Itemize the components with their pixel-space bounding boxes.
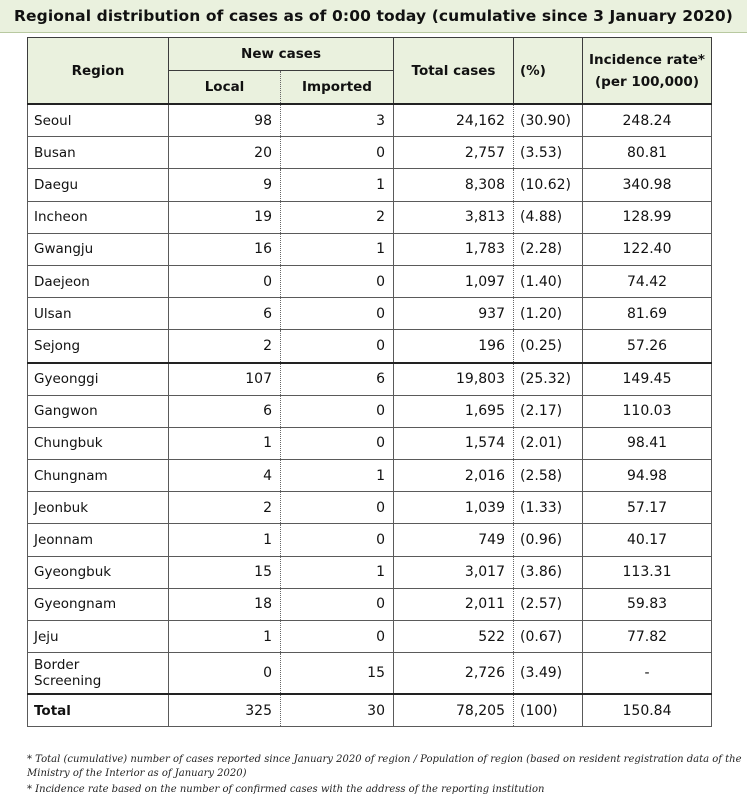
incidence-rate-cell: 149.45	[583, 363, 712, 396]
total-cases-cell: 749	[394, 524, 514, 556]
table-row	[28, 556, 712, 588]
imported-cell: 0	[281, 492, 394, 524]
header-total-cases: Total cases	[394, 38, 514, 105]
table-row	[28, 233, 712, 265]
incidence-rate-cell: 40.17	[583, 524, 712, 556]
total-cases-cell: 78,205	[394, 694, 514, 727]
local-cell: 6	[169, 395, 281, 427]
percent-cell: (1.40)	[514, 265, 583, 297]
local-cell: 15	[169, 556, 281, 588]
percent-cell: (0.25)	[514, 330, 583, 363]
incidence-rate-cell: 57.17	[583, 492, 712, 524]
page-title: Regional distribution of cases as of 0:00 today (cumulative since 3 January 2020)	[0, 0, 747, 33]
table-row	[28, 201, 712, 233]
total-cases-cell: 522	[394, 621, 514, 653]
imported-cell: 1	[281, 233, 394, 265]
footnote-2: * Incidence rate based on the number of confirmed cases with the address of the reporting institution	[27, 784, 545, 795]
table-row-total	[28, 694, 712, 727]
imported-cell: 0	[281, 330, 394, 363]
local-cell: 20	[169, 137, 281, 169]
incidence-rate-cell: 80.81	[583, 137, 712, 169]
region-cell: Jeonnam	[28, 524, 169, 556]
region-cell: Gwangju	[28, 233, 169, 265]
total-cases-cell: 1,097	[394, 265, 514, 297]
region-cell: Chungbuk	[28, 427, 169, 459]
region-cell: Daegu	[28, 169, 169, 201]
table-row	[28, 588, 712, 620]
total-cases-cell: 937	[394, 298, 514, 330]
total-cases-cell: 196	[394, 330, 514, 363]
incidence-rate-cell: 150.84	[583, 694, 712, 727]
header-new-cases: New cases	[169, 38, 394, 71]
total-cases-cell: 2,757	[394, 137, 514, 169]
header-incidence-rate-label: Incidence rate*	[589, 51, 705, 68]
total-cases-cell: 2,011	[394, 588, 514, 620]
local-cell: 1	[169, 621, 281, 653]
total-cases-cell: 24,162	[394, 104, 514, 137]
footnote-1: * Total (cumulative) number of cases reported since January 2020 of region / Population of region (based on resident registration data of the Ministry of the Interior as of January 2020)	[27, 754, 742, 779]
imported-cell: 30	[281, 694, 394, 727]
total-cases-cell: 3,813	[394, 201, 514, 233]
table-row	[28, 169, 712, 201]
incidence-rate-cell: 74.42	[583, 265, 712, 297]
table-row	[28, 460, 712, 492]
percent-cell: (3.53)	[514, 137, 583, 169]
header-incidence-rate-sub: (per 100,000)	[594, 73, 699, 90]
local-cell: 6	[169, 298, 281, 330]
region-cell: Total	[28, 694, 169, 727]
table-row	[28, 492, 712, 524]
total-cases-cell: 3,017	[394, 556, 514, 588]
incidence-rate-cell: 77.82	[583, 621, 712, 653]
region-cell: Daejeon	[28, 265, 169, 297]
incidence-rate-cell: 57.26	[583, 330, 712, 363]
percent-cell: (2.57)	[514, 588, 583, 620]
incidence-rate-cell: 94.98	[583, 460, 712, 492]
percent-cell: (30.90)	[514, 104, 583, 137]
table-row	[28, 330, 712, 363]
imported-cell: 0	[281, 427, 394, 459]
imported-cell: 1	[281, 556, 394, 588]
table-row	[28, 298, 712, 330]
percent-cell: (3.86)	[514, 556, 583, 588]
percent-cell: (100)	[514, 694, 583, 727]
incidence-rate-cell: 248.24	[583, 104, 712, 137]
percent-cell: (1.20)	[514, 298, 583, 330]
region-cell: Gyeongbuk	[28, 556, 169, 588]
local-cell: 9	[169, 169, 281, 201]
imported-cell: 0	[281, 524, 394, 556]
percent-cell: (25.32)	[514, 363, 583, 396]
header-imported: Imported	[281, 71, 394, 105]
imported-cell: 2	[281, 201, 394, 233]
region-cell: Busan	[28, 137, 169, 169]
percent-cell: (0.67)	[514, 621, 583, 653]
local-cell: 4	[169, 460, 281, 492]
incidence-rate-cell: 128.99	[583, 201, 712, 233]
local-cell: 98	[169, 104, 281, 137]
header-incidence-rate	[583, 38, 712, 105]
table-row-border-screening	[28, 653, 712, 695]
incidence-rate-cell: 340.98	[583, 169, 712, 201]
table-row	[28, 137, 712, 169]
percent-cell: (4.88)	[514, 201, 583, 233]
imported-cell: 0	[281, 395, 394, 427]
local-cell: 2	[169, 492, 281, 524]
incidence-rate-cell: 113.31	[583, 556, 712, 588]
table-row	[28, 395, 712, 427]
percent-cell: (2.58)	[514, 460, 583, 492]
total-cases-cell: 1,695	[394, 395, 514, 427]
imported-cell: 6	[281, 363, 394, 396]
local-cell: 1	[169, 427, 281, 459]
total-cases-cell: 19,803	[394, 363, 514, 396]
total-cases-cell: 8,308	[394, 169, 514, 201]
region-cell: Chungnam	[28, 460, 169, 492]
local-cell: 18	[169, 588, 281, 620]
total-cases-cell: 2,016	[394, 460, 514, 492]
percent-cell: (2.28)	[514, 233, 583, 265]
incidence-rate-cell: 98.41	[583, 427, 712, 459]
imported-cell: 0	[281, 621, 394, 653]
imported-cell: 1	[281, 460, 394, 492]
percent-cell: (2.17)	[514, 395, 583, 427]
table-row	[28, 524, 712, 556]
header-local: Local	[169, 71, 281, 105]
incidence-rate-cell: 81.69	[583, 298, 712, 330]
imported-cell: 15	[281, 653, 394, 695]
region-cell: Gangwon	[28, 395, 169, 427]
region-cell: Jeju	[28, 621, 169, 653]
header-region: Region	[28, 38, 169, 105]
table-row	[28, 427, 712, 459]
imported-cell: 0	[281, 265, 394, 297]
region-line2: Screening	[34, 673, 102, 690]
regional-cases-table	[27, 37, 712, 727]
local-cell: 107	[169, 363, 281, 396]
imported-cell: 0	[281, 298, 394, 330]
local-cell: 0	[169, 653, 281, 695]
table-row	[28, 104, 712, 137]
region-cell: Ulsan	[28, 298, 169, 330]
local-cell: 325	[169, 694, 281, 727]
incidence-rate-cell: 59.83	[583, 588, 712, 620]
incidence-rate-cell: 122.40	[583, 233, 712, 265]
region-cell: Sejong	[28, 330, 169, 363]
imported-cell: 3	[281, 104, 394, 137]
region-cell: Seoul	[28, 104, 169, 137]
percent-cell: (10.62)	[514, 169, 583, 201]
local-cell: 2	[169, 330, 281, 363]
total-cases-cell: 1,783	[394, 233, 514, 265]
local-cell: 0	[169, 265, 281, 297]
region-cell: Incheon	[28, 201, 169, 233]
incidence-rate-cell: -	[583, 653, 712, 695]
percent-cell: (0.96)	[514, 524, 583, 556]
table-row	[28, 621, 712, 653]
region-cell: Gyeongnam	[28, 588, 169, 620]
percent-cell: (1.33)	[514, 492, 583, 524]
region-line1: Border	[34, 657, 80, 674]
imported-cell: 1	[281, 169, 394, 201]
footnotes	[27, 753, 743, 799]
local-cell: 16	[169, 233, 281, 265]
local-cell: 19	[169, 201, 281, 233]
total-cases-cell: 2,726	[394, 653, 514, 695]
table-row	[28, 265, 712, 297]
total-cases-cell: 1,574	[394, 427, 514, 459]
imported-cell: 0	[281, 588, 394, 620]
region-cell	[28, 653, 169, 695]
region-cell: Gyeonggi	[28, 363, 169, 396]
region-cell: Jeonbuk	[28, 492, 169, 524]
percent-cell: (2.01)	[514, 427, 583, 459]
header-percent: (%)	[514, 38, 583, 105]
total-cases-cell: 1,039	[394, 492, 514, 524]
imported-cell: 0	[281, 137, 394, 169]
table-row	[28, 363, 712, 396]
incidence-rate-cell: 110.03	[583, 395, 712, 427]
local-cell: 1	[169, 524, 281, 556]
percent-cell: (3.49)	[514, 653, 583, 695]
